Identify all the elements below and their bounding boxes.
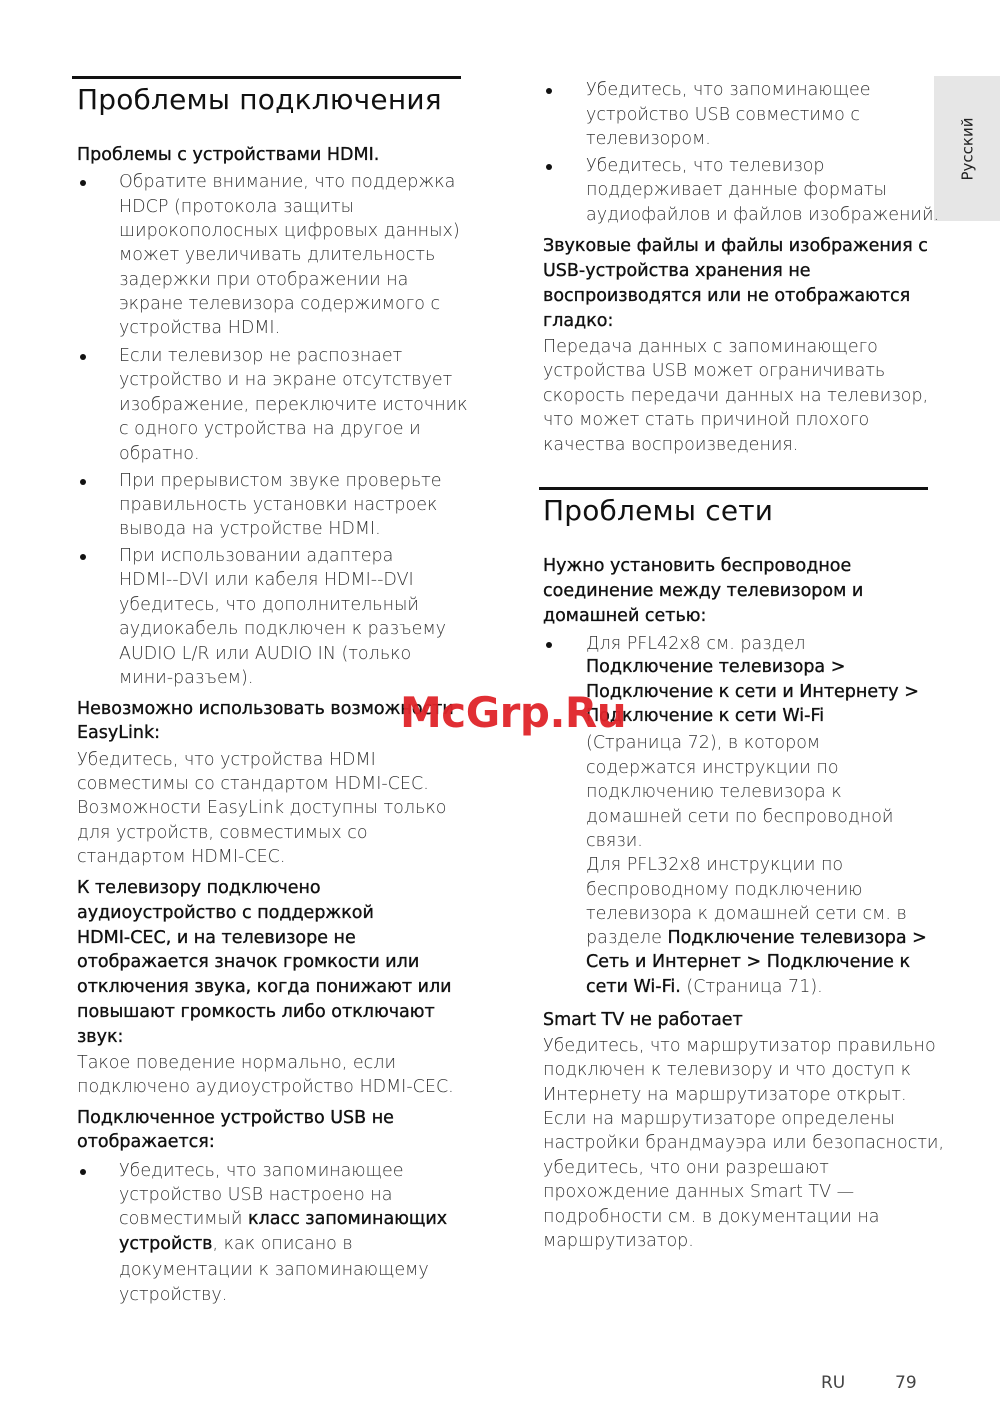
text-line: Передача данных с запоминающего bbox=[543, 337, 878, 357]
text-line: широкополосных цифровых данных) bbox=[119, 221, 460, 241]
text-line: аудиокабель подключен к разъему bbox=[119, 619, 447, 639]
text-line: Если телевизор не распознает bbox=[119, 346, 403, 366]
text-line: устройства HDMI. bbox=[119, 318, 281, 338]
heading-line: соединение между телевизором и bbox=[543, 581, 864, 601]
text-line: задержки при отображении на bbox=[119, 270, 409, 290]
heading-line: К телевизору подключено bbox=[77, 878, 321, 898]
text-line: убедитесь, что дополнительный bbox=[119, 595, 419, 615]
heading-line: USB-устройства хранения не bbox=[543, 261, 811, 281]
text-line: совместимы со стандартом HDMI-CEC. bbox=[77, 774, 429, 794]
text-line: маршрутизатор. bbox=[543, 1231, 694, 1251]
text-line bbox=[586, 926, 927, 951]
heading-line: HDMI-CEC, и на телевизоре не bbox=[77, 928, 356, 948]
text-line: прохождение данных Smart TV — bbox=[543, 1182, 855, 1202]
heading-smart-tv: Smart TV не работает bbox=[543, 1010, 743, 1030]
text-line: Убедитесь, что запоминающее bbox=[586, 80, 871, 100]
bold-term: сети Wi-Fi. bbox=[586, 977, 681, 997]
section-rule-connection bbox=[72, 76, 461, 79]
text-line: Если на маршрутизаторе определены bbox=[543, 1109, 895, 1129]
text-line: Возможности EasyLink доступны только bbox=[77, 798, 447, 818]
text-line: HDMI--DVI или кабеля HDMI--DVI bbox=[119, 570, 414, 590]
text-line: телевизором. bbox=[586, 129, 711, 149]
bold-term: Подключение телевизора > bbox=[667, 928, 927, 948]
bullet bbox=[80, 180, 86, 186]
heading-line: отображается: bbox=[77, 1132, 215, 1152]
heading-line: Невозможно использовать возможности bbox=[77, 699, 454, 719]
title-network-problems: Проблемы сети bbox=[543, 494, 774, 527]
text-line: домашней сети по беспроводной bbox=[586, 807, 894, 827]
text-line: Такое поведение нормально, если bbox=[77, 1053, 396, 1073]
text-line bbox=[119, 1232, 353, 1257]
bullet bbox=[80, 354, 86, 360]
page-number: 79 bbox=[895, 1373, 917, 1393]
heading-line: Звуковые файлы и файлы изображения с bbox=[543, 236, 928, 256]
heading-line: Нужно установить беспроводное bbox=[543, 556, 852, 576]
title-connection-problems: Проблемы подключения bbox=[77, 83, 442, 116]
text-line: аудиофайлов и файлов изображений. bbox=[586, 205, 940, 225]
text-line: устройство USB совместимо с bbox=[586, 105, 861, 125]
text-line: (Страница 72), в котором bbox=[586, 733, 821, 753]
text-line: содержатся инструкции по bbox=[586, 758, 839, 778]
text-line: подробности см. в документации на bbox=[543, 1207, 880, 1227]
heading-line: воспроизводятся или не отображаются bbox=[543, 286, 911, 306]
heading-line: звук: bbox=[77, 1027, 124, 1047]
text-line: связи. bbox=[586, 831, 643, 851]
text-line: качества воспроизведения. bbox=[543, 435, 799, 455]
text-line: устройства USB может ограничивать bbox=[543, 361, 886, 381]
link-text: Подключение к сети Wi-Fi bbox=[586, 706, 825, 726]
link-text: Сеть и Интернет > Подключение к bbox=[586, 952, 911, 972]
heading-line: EasyLink: bbox=[77, 723, 160, 743]
text-line: Интернету на маршрутизаторе открыт. bbox=[543, 1085, 907, 1105]
text-line: что может стать причиной плохого bbox=[543, 410, 870, 430]
text-line: подключено аудиоустройство HDMI-CEC. bbox=[77, 1077, 454, 1097]
text-line: стандартом HDMI-CEC. bbox=[77, 847, 286, 867]
heading-line: отключения звука, когда понижают или bbox=[77, 977, 452, 997]
text-line: Убедитесь, что телевизор bbox=[586, 156, 825, 176]
text-line: мини-разъем). bbox=[119, 668, 254, 688]
text-line: настройки брандмауэра или безопасности, bbox=[543, 1133, 945, 1153]
heading-line: повышают громкость либо отключают bbox=[77, 1002, 435, 1022]
text-line: HDCP (протокола защиты bbox=[119, 197, 355, 217]
language-tab-label: Русский bbox=[957, 117, 976, 180]
bullet bbox=[546, 642, 552, 648]
text-line: беспроводному подключению bbox=[586, 880, 863, 900]
text-line: AUDIO L/R или AUDIO IN (только bbox=[119, 644, 412, 664]
bullet bbox=[80, 479, 86, 485]
text-line: Убедитесь, что запоминающее bbox=[119, 1161, 404, 1181]
text-line: Для PFL32x8 инструкции по bbox=[586, 855, 844, 875]
text-line: может увеличивать длительность bbox=[119, 245, 436, 265]
bold-term: класс запоминающих bbox=[248, 1209, 448, 1229]
text-line: подключен к телевизору и что доступ к bbox=[543, 1060, 911, 1080]
bullet bbox=[546, 88, 552, 94]
text-span: совместимый bbox=[119, 1209, 248, 1229]
text-span: , как описано в bbox=[212, 1234, 353, 1254]
text-line: для устройств, совместимых со bbox=[77, 823, 368, 843]
bold-term: устройств bbox=[119, 1234, 213, 1254]
text-line: При прерывистом звуке проверьте bbox=[119, 471, 442, 491]
text-line: экране телевизора содержимого с bbox=[119, 294, 441, 314]
link-text: Подключение телевизора > bbox=[586, 657, 846, 677]
text-line: скорость передачи данных на телевизор, bbox=[543, 386, 929, 406]
text-line: Убедитесь, что маршрутизатор правильно bbox=[543, 1036, 936, 1056]
text-line: Убедитесь, что устройства HDMI bbox=[77, 750, 376, 770]
heading-line: гладко: bbox=[543, 311, 614, 331]
text-line: устройство и на экране отсутствует bbox=[119, 370, 453, 390]
text-line: изображение, переключите источник bbox=[119, 395, 468, 415]
text-line: телевизора к домашней сети см. в bbox=[586, 904, 907, 924]
heading-line: домашней сетью: bbox=[543, 606, 707, 626]
text-line: Обратите внимание, что поддержка bbox=[119, 172, 456, 192]
section-rule-network bbox=[539, 487, 928, 490]
text-span: разделе bbox=[586, 928, 668, 948]
text-line: При использовании адаптера bbox=[119, 546, 394, 566]
text-line: подключению телевизора к bbox=[586, 782, 842, 802]
text-line: правильность установки настроек bbox=[119, 495, 438, 515]
text-line: устройству. bbox=[119, 1285, 228, 1305]
bullet bbox=[546, 164, 552, 170]
text-line: убедитесь, что они разрешают bbox=[543, 1158, 829, 1178]
heading-line: аудиоустройство с поддержкой bbox=[77, 903, 374, 923]
text-line: поддерживает данные форматы bbox=[586, 180, 887, 200]
text-line: устройство USB настроено на bbox=[119, 1185, 393, 1205]
language-tab-label-wrap bbox=[934, 76, 1000, 221]
footer-language: RU bbox=[821, 1373, 846, 1393]
link-text: Подключение к сети и Интернету > bbox=[586, 682, 919, 702]
text-line: вывода на устройстве HDMI. bbox=[119, 519, 381, 539]
text-line: с одного устройства на другое и bbox=[119, 419, 421, 439]
text-line: Для PFL42x8 см. раздел bbox=[586, 634, 806, 654]
text-span: (Страница 71). bbox=[680, 977, 823, 997]
heading-line: Подключенное устройство USB не bbox=[77, 1108, 394, 1128]
heading-hdmi: Проблемы с устройствами HDMI. bbox=[77, 145, 380, 165]
text-line: обратно. bbox=[119, 444, 200, 464]
heading-line: отображается значок громкости или bbox=[77, 952, 420, 972]
bullet bbox=[80, 554, 86, 560]
text-line bbox=[119, 1207, 447, 1232]
text-line: документации к запоминающему bbox=[119, 1260, 429, 1280]
text-line bbox=[586, 975, 823, 1000]
watermark-logo: McGrp.Ru bbox=[400, 688, 627, 737]
bullet bbox=[80, 1169, 86, 1175]
